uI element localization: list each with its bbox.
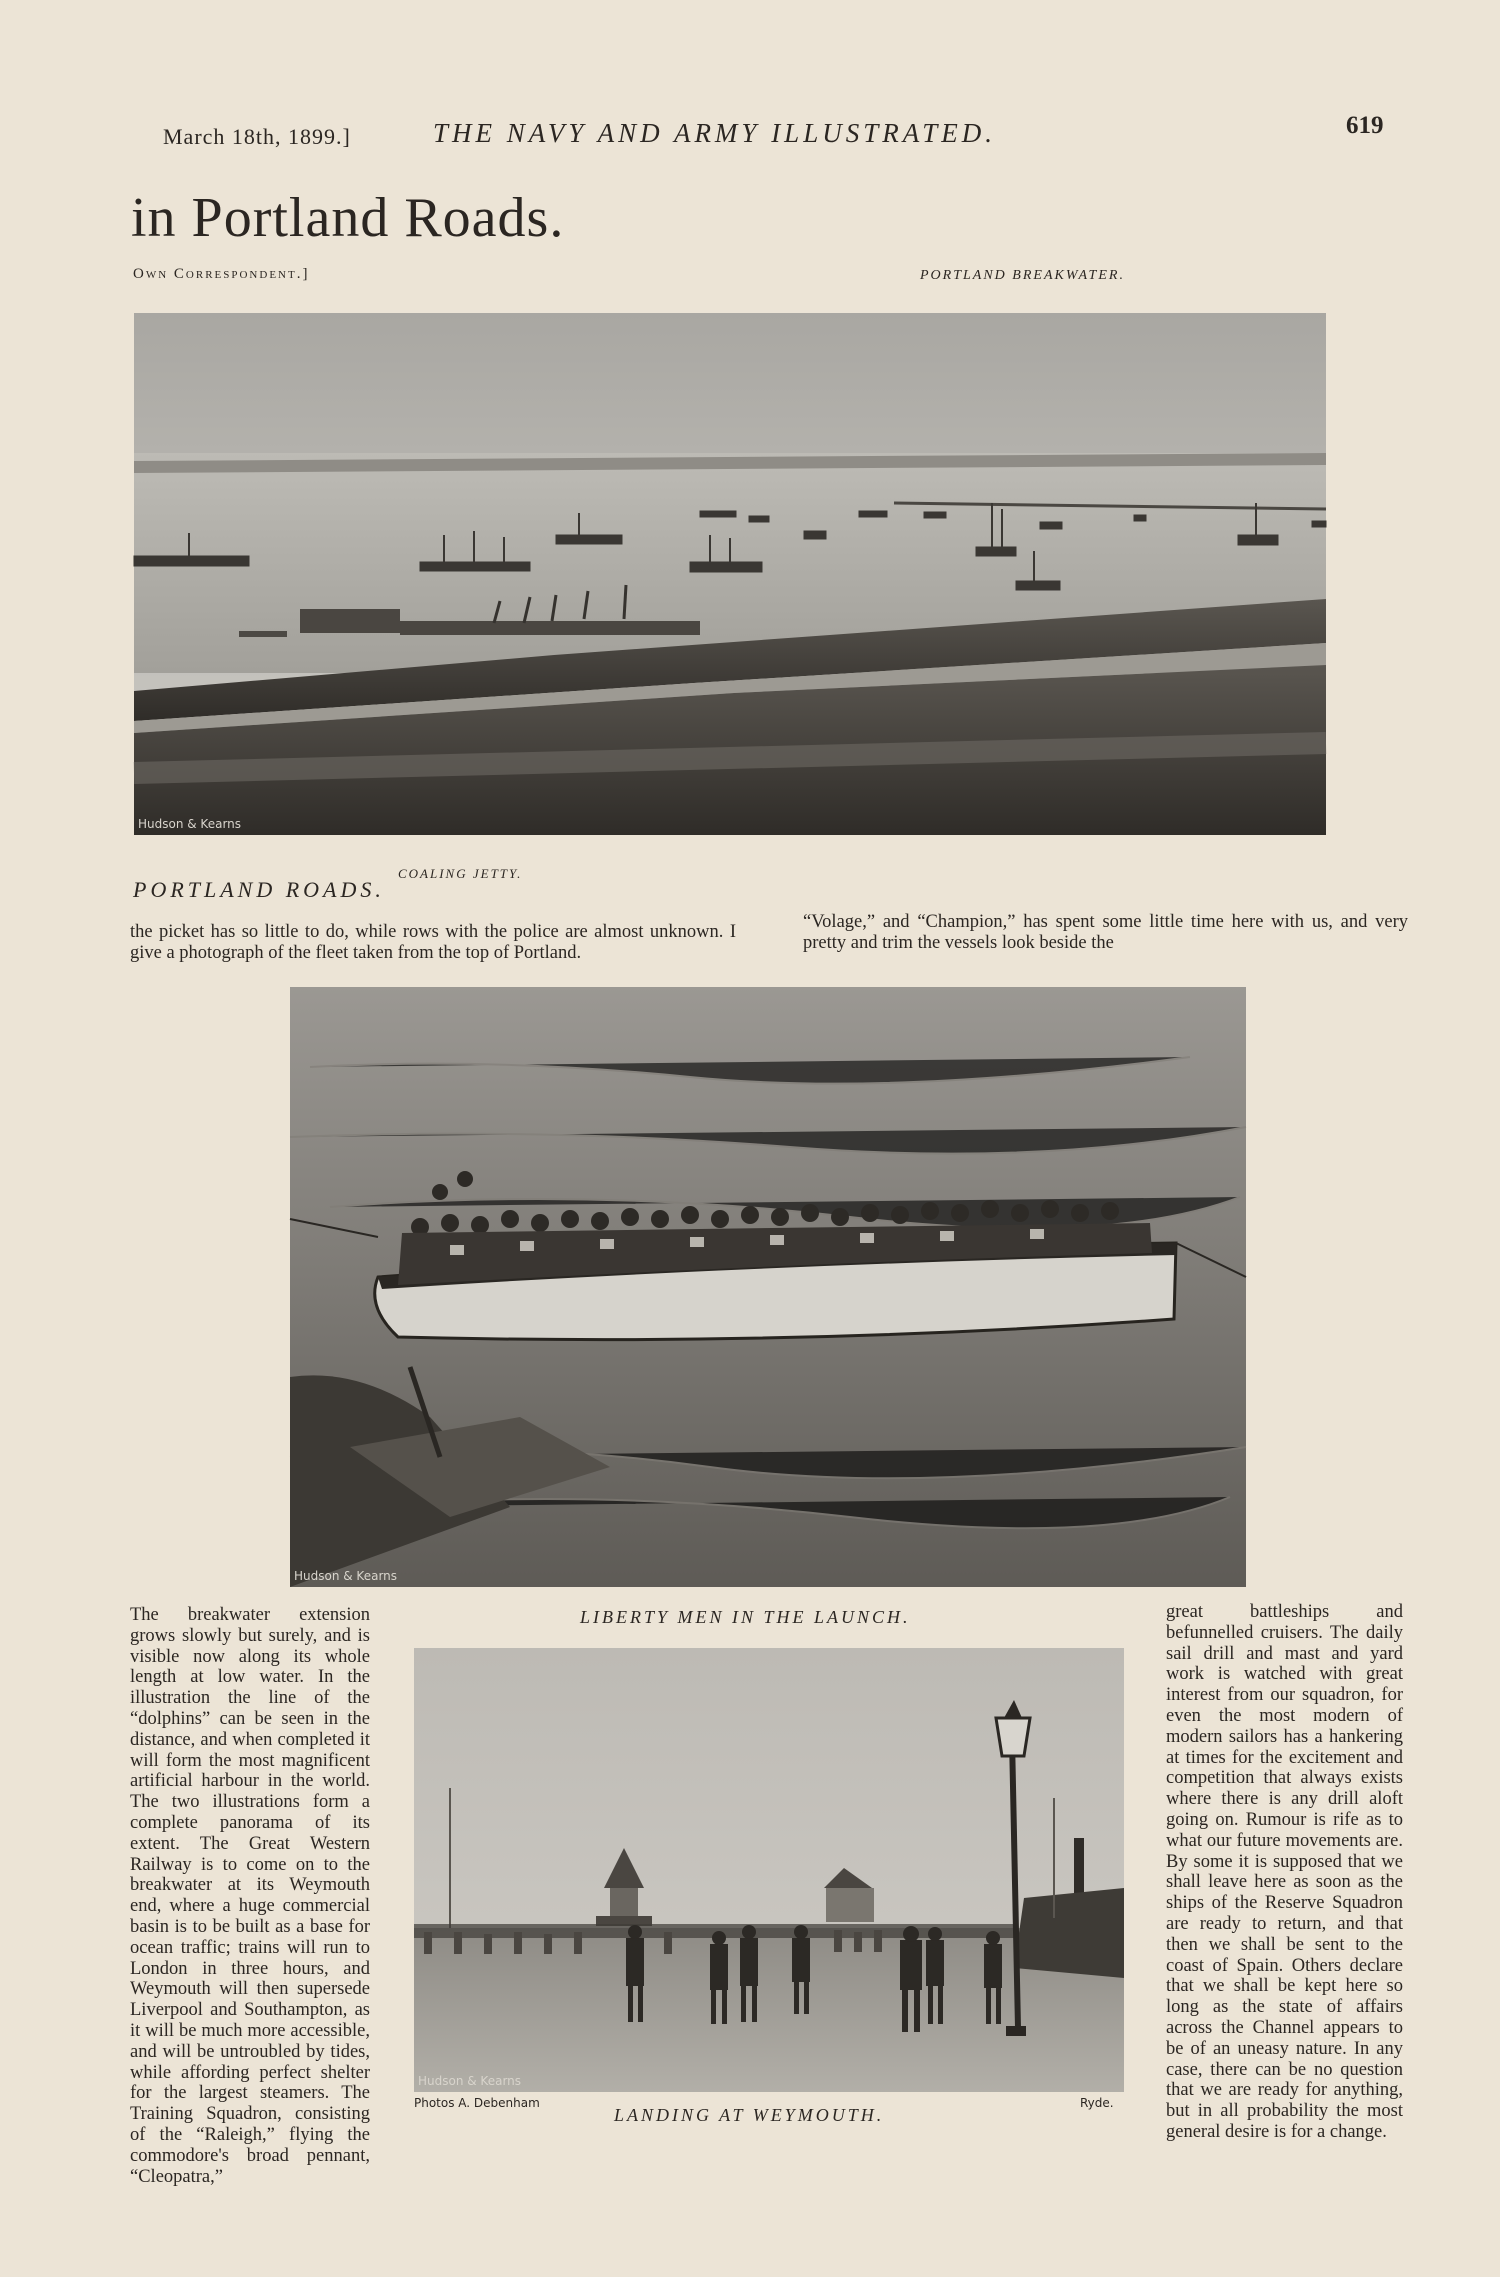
photo-caption-weymouth: LANDING AT WEYMOUTH. (614, 2105, 885, 2125)
text-column-right-top (1287, 955, 1407, 1575)
photo-credit-ryde: Ryde. (1080, 2096, 1114, 2110)
running-title: THE NAVY AND ARMY ILLUSTRATED. (433, 118, 996, 148)
lead-paragraph-left: the picket has so little to do, while rows with the police are almost unknown. I give a photograph of the fleet taken from the top of Portland. (130, 922, 736, 963)
photo-credit-top: Hudson & Kearns (138, 817, 242, 831)
photo-credit-middle: Hudson & Kearns (294, 1569, 398, 1583)
lead-paragraph-right: “Volage,” and “Champion,” has spent some little time here with us, and very pretty and trim the vessels look beside the (803, 912, 1408, 953)
photo-credit-bottom-inner: Hudson & Kearns (418, 2074, 522, 2088)
photo-caption-liberty-men: LIBERTY MEN IN THE LAUNCH. (580, 1607, 911, 1627)
photo-credit-debenham: Photos A. Debenham (414, 2096, 540, 2110)
photo-liberty-men-launch (290, 987, 1246, 1587)
photo-caption-portland-roads: PORTLAND ROADS. (133, 877, 385, 902)
text-column-left: The breakwater extension grows slowly but surely, and is visible now along its whole length at low water. In the illustration the line of the “dolphins” can be seen in the distance, and when completed it will form the most magnificent artificial harbour in the world. The two illustrations form a complete panorama of its extent. The Great Western Railway is to come on to the breakwater at its Weymouth end, where a huge commercial basin is to be built as a base for ocean traffic; trains will run to London in three hours, and Weymouth will then supersede Liverpool and Southampton, as it will be much more accessible, and will be untroubled by tides, while affording perfect shelter for the largest steamers. The Training Squadron, consisting of the “Raleigh,” flying the commodore's broad pennant, “Cleopatra,” (130, 1605, 370, 2187)
photo-landing-weymouth (414, 1648, 1124, 2092)
photo-caption-breakwater: PORTLAND BREAKWATER. (920, 268, 1125, 283)
article-headline: in Portland Roads. (131, 187, 565, 249)
text-column-left-top (130, 985, 254, 1605)
text-column-right: great battleships and befunnelled cruisers. The daily sail drill and mast and yard work is watched with great interest from our squadron, for even the most modern of modern sailors has a hankering at times for the excitement and competition that always exists where there is any drill aloft going on. Rumour is rife as to what our future movements are. By some it is supposed that we shall leave here as soon as the ships of the Reserve Squadron are ready to return, and that then we shall be sent to the coast of Spain. Others declare that we shall be kept here so long as the state of affairs across the Channel appears to be of an uneasy nature. In any case, there can be no question that we are ready for anything, but in all probability the most general desire is for a change. (1166, 1602, 1403, 2142)
issue-date: March 18th, 1899.] (163, 124, 351, 149)
page-number: 619 (1346, 112, 1384, 139)
photo-caption-coaling-jetty: COALING JETTY. (398, 866, 523, 881)
photo-portland-roads (134, 313, 1326, 835)
byline: Own Correspondent.] (133, 266, 310, 282)
